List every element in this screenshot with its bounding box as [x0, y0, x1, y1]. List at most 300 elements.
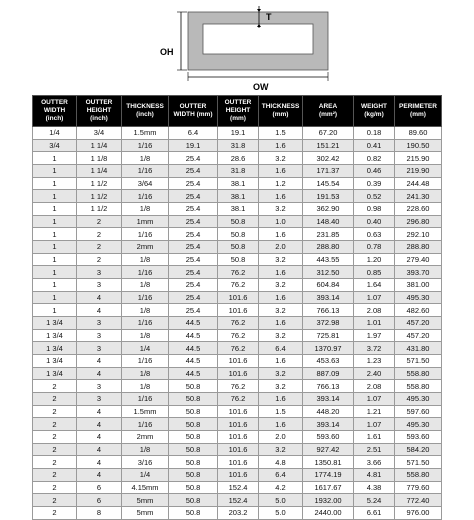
table-cell: 288.80	[395, 241, 442, 254]
table-row	[33, 443, 442, 456]
table-cell: 457.20	[395, 329, 442, 342]
column-header-line: WIDTH	[43, 107, 66, 114]
table-cell: 1/16	[122, 190, 169, 203]
table-cell: 558.80	[395, 367, 442, 380]
table-cell: 393.14	[303, 393, 354, 406]
table-cell: 558.80	[395, 380, 442, 393]
table-cell: 25.4	[169, 266, 218, 279]
table-cell: 0.41	[354, 139, 395, 152]
table-cell: 50.8	[169, 405, 218, 418]
table-cell: 2	[33, 507, 77, 520]
table-cell: 312.50	[303, 266, 354, 279]
table-cell: 38.1	[218, 203, 259, 216]
table-cell: 1	[33, 228, 77, 241]
column-header-line: OUTTER	[224, 99, 252, 106]
table-cell: 101.6	[218, 367, 259, 380]
table-cell: 50.8	[218, 228, 259, 241]
table-cell: 25.4	[169, 165, 218, 178]
table-cell: 3.66	[354, 456, 395, 469]
table-row	[33, 215, 442, 228]
table-cell: 1	[33, 304, 77, 317]
table-cell: 219.90	[395, 165, 442, 178]
table-cell: 1	[33, 266, 77, 279]
table-cell: 1 3/4	[33, 317, 77, 330]
column-header	[169, 96, 218, 127]
table-cell: 50.8	[218, 215, 259, 228]
table-cell: 1.07	[354, 291, 395, 304]
table-cell: 381.00	[395, 279, 442, 292]
table-cell: 2	[33, 494, 77, 507]
table-cell: 1	[33, 152, 77, 165]
table-cell: 28.6	[218, 152, 259, 165]
table-row	[33, 355, 442, 368]
table-row	[33, 431, 442, 444]
table-header-row	[33, 96, 442, 127]
table-cell: 0.40	[354, 215, 395, 228]
table-cell: 25.4	[169, 253, 218, 266]
table-cell: 1 1/4	[77, 165, 122, 178]
table-cell: 3.2	[259, 253, 303, 266]
table-cell: 152.4	[218, 494, 259, 507]
table-row	[33, 241, 442, 254]
table-cell: 76.2	[218, 317, 259, 330]
table-cell: 2	[33, 393, 77, 406]
table-cell: 457.20	[395, 317, 442, 330]
table-cell: 1 3/4	[33, 355, 77, 368]
specification-table-container	[32, 95, 441, 518]
table-cell: 1/16	[122, 165, 169, 178]
table-cell: 1.97	[354, 329, 395, 342]
table-cell: 145.54	[303, 177, 354, 190]
table-cell: 2.08	[354, 304, 395, 317]
column-header	[354, 96, 395, 127]
table-cell: 3.2	[259, 203, 303, 216]
table-cell: 0.63	[354, 228, 395, 241]
table-cell: 2440.00	[303, 507, 354, 520]
table-cell: 1	[33, 291, 77, 304]
table-cell: 148.40	[303, 215, 354, 228]
table-cell: 5.0	[259, 507, 303, 520]
table-row	[33, 469, 442, 482]
table-cell: 0.52	[354, 190, 395, 203]
table-cell: 3.72	[354, 342, 395, 355]
table-cell: 2	[33, 418, 77, 431]
table-cell: 228.60	[395, 203, 442, 216]
table-cell: 1350.81	[303, 456, 354, 469]
table-cell: 1 1/4	[77, 139, 122, 152]
column-header	[259, 96, 303, 127]
table-cell: 2	[77, 253, 122, 266]
table-cell: 6	[77, 494, 122, 507]
table-cell: 393.70	[395, 266, 442, 279]
table-cell: 3/64	[122, 177, 169, 190]
table-cell: 76.2	[218, 393, 259, 406]
table-cell: 5.24	[354, 494, 395, 507]
table-cell: 593.60	[395, 431, 442, 444]
table-cell: 372.98	[303, 317, 354, 330]
table-cell: 4	[77, 469, 122, 482]
table-cell: 5mm	[122, 494, 169, 507]
table-cell: 25.4	[169, 241, 218, 254]
table-cell: 288.80	[303, 241, 354, 254]
table-cell: 495.30	[395, 418, 442, 431]
table-row	[33, 291, 442, 304]
table-cell: 279.40	[395, 253, 442, 266]
table-cell: 1mm	[122, 215, 169, 228]
table-cell: 4.15mm	[122, 481, 169, 494]
table-cell: 76.2	[218, 342, 259, 355]
table-cell: 5mm	[122, 507, 169, 520]
column-header-line: THICKNESS	[126, 103, 164, 110]
table-cell: 0.82	[354, 152, 395, 165]
table-cell: 453.63	[303, 355, 354, 368]
table-cell: 4	[77, 418, 122, 431]
table-cell: 766.13	[303, 380, 354, 393]
table-row	[33, 304, 442, 317]
table-cell: 1.5	[259, 127, 303, 140]
table-cell: 1.21	[354, 405, 395, 418]
table-cell: 244.48	[395, 177, 442, 190]
table-cell: 1 1/8	[77, 152, 122, 165]
table-cell: 1	[33, 241, 77, 254]
table-cell: 1.5mm	[122, 405, 169, 418]
table-cell: 76.2	[218, 380, 259, 393]
table-cell: 1.64	[354, 279, 395, 292]
table-body	[33, 127, 442, 520]
table-cell: 89.60	[395, 127, 442, 140]
table-cell: 171.37	[303, 165, 354, 178]
column-header-line: AREA	[318, 103, 338, 110]
table-cell: 191.53	[303, 190, 354, 203]
column-header-line: (inch)	[136, 111, 154, 118]
table-cell: 2mm	[122, 241, 169, 254]
table-cell: 927.42	[303, 443, 354, 456]
table-cell: 1 1/2	[77, 190, 122, 203]
table-cell: 1/16	[122, 393, 169, 406]
table-cell: 3.2	[259, 279, 303, 292]
table-cell: 4	[77, 355, 122, 368]
table-row	[33, 494, 442, 507]
table-cell: 2.08	[354, 380, 395, 393]
table-cell: 19.1	[169, 139, 218, 152]
table-cell: 50.8	[218, 241, 259, 254]
table-row	[33, 177, 442, 190]
table-row	[33, 507, 442, 520]
table-cell: 8	[77, 507, 122, 520]
column-header-line: WIDTH (mm)	[173, 111, 213, 118]
table-row	[33, 165, 442, 178]
table-cell: 76.2	[218, 329, 259, 342]
specification-table	[32, 95, 442, 520]
table-cell: 1/16	[122, 228, 169, 241]
table-cell: 3/4	[33, 139, 77, 152]
table-cell: 6.4	[259, 342, 303, 355]
column-header-line: OUTTER	[179, 103, 207, 110]
table-cell: 1.6	[259, 165, 303, 178]
table-cell: 25.4	[169, 190, 218, 203]
table-cell: 1/16	[122, 139, 169, 152]
table-cell: 571.50	[395, 355, 442, 368]
table-cell: 1.6	[259, 228, 303, 241]
table-row	[33, 367, 442, 380]
table-cell: 1/16	[122, 266, 169, 279]
table-cell: 3.2	[259, 329, 303, 342]
table-cell: 495.30	[395, 393, 442, 406]
table-cell: 4.2	[259, 481, 303, 494]
table-cell: 495.30	[395, 291, 442, 304]
table-cell: 101.6	[218, 469, 259, 482]
table-cell: 76.2	[218, 266, 259, 279]
table-cell: 2.51	[354, 443, 395, 456]
table-cell: 4.38	[354, 481, 395, 494]
column-header-line: THICKNESS	[261, 103, 300, 110]
column-header-line: (inch)	[90, 115, 108, 122]
table-row	[33, 266, 442, 279]
table-cell: 1/16	[122, 418, 169, 431]
table-cell: 101.6	[218, 405, 259, 418]
table-cell: 3	[77, 279, 122, 292]
table-cell: 431.80	[395, 342, 442, 355]
table-cell: 1	[33, 190, 77, 203]
table-cell: 25.4	[169, 291, 218, 304]
table-cell: 50.8	[169, 469, 218, 482]
column-header-line: WEIGHT	[361, 103, 387, 110]
table-cell: 2	[33, 443, 77, 456]
table-cell: 1/8	[122, 443, 169, 456]
table-row	[33, 127, 442, 140]
table-cell: 296.80	[395, 215, 442, 228]
table-cell: 1/8	[122, 203, 169, 216]
table-row	[33, 253, 442, 266]
table-cell: 50.8	[169, 380, 218, 393]
column-header	[218, 96, 259, 127]
table-cell: 482.60	[395, 304, 442, 317]
table-cell: 779.60	[395, 481, 442, 494]
table-cell: 44.5	[169, 355, 218, 368]
table-cell: 4	[77, 367, 122, 380]
table-row	[33, 481, 442, 494]
table-cell: 1/8	[122, 279, 169, 292]
cross-section-diagram	[0, 0, 474, 95]
table-cell: 558.80	[395, 469, 442, 482]
table-cell: 443.55	[303, 253, 354, 266]
table-cell: 1.6	[259, 139, 303, 152]
table-cell: 3	[77, 317, 122, 330]
table-cell: 203.2	[218, 507, 259, 520]
table-cell: 1/4	[122, 469, 169, 482]
table-cell: 50.8	[169, 393, 218, 406]
table-cell: 25.4	[169, 152, 218, 165]
table-cell: 362.90	[303, 203, 354, 216]
table-cell: 1/16	[122, 355, 169, 368]
table-cell: 448.20	[303, 405, 354, 418]
table-cell: 50.8	[169, 418, 218, 431]
thickness-label: T	[266, 12, 272, 22]
table-cell: 0.78	[354, 241, 395, 254]
table-cell: 241.30	[395, 190, 442, 203]
table-cell: 604.84	[303, 279, 354, 292]
outer-height-label: OH	[160, 47, 174, 57]
table-cell: 0.18	[354, 127, 395, 140]
table-cell: 5.0	[259, 494, 303, 507]
table-cell: 1.6	[259, 355, 303, 368]
table-row	[33, 380, 442, 393]
column-header-line: (mm)	[410, 111, 426, 118]
table-cell: 1/8	[122, 380, 169, 393]
table-cell: 6.4	[259, 469, 303, 482]
table-cell: 31.8	[218, 139, 259, 152]
table-cell: 1 1/2	[77, 177, 122, 190]
thickness-arrow-top	[257, 9, 261, 12]
table-cell: 2	[77, 241, 122, 254]
column-header	[395, 96, 442, 127]
table-cell: 887.09	[303, 367, 354, 380]
table-cell: 1.07	[354, 418, 395, 431]
table-cell: 3	[77, 393, 122, 406]
table-cell: 50.8	[169, 507, 218, 520]
table-cell: 772.40	[395, 494, 442, 507]
table-cell: 1	[33, 253, 77, 266]
table-cell: 25.4	[169, 228, 218, 241]
table-row	[33, 228, 442, 241]
table-cell: 1/8	[122, 304, 169, 317]
tube-inner-hollow	[203, 24, 313, 54]
table-cell: 2	[33, 405, 77, 418]
table-cell: 1.0	[259, 215, 303, 228]
table-cell: 3.2	[259, 443, 303, 456]
table-cell: 571.50	[395, 456, 442, 469]
table-cell: 1/8	[122, 329, 169, 342]
table-cell: 1.6	[259, 317, 303, 330]
table-cell: 101.6	[218, 431, 259, 444]
table-cell: 393.14	[303, 291, 354, 304]
table-cell: 50.8	[169, 494, 218, 507]
table-cell: 1	[33, 177, 77, 190]
table-cell: 2	[33, 431, 77, 444]
table-cell: 1/8	[122, 152, 169, 165]
table-cell: 6.4	[169, 127, 218, 140]
table-cell: 19.1	[218, 127, 259, 140]
outer-width-label: OW	[253, 82, 269, 92]
table-cell: 1932.00	[303, 494, 354, 507]
table-cell: 31.8	[218, 165, 259, 178]
table-cell: 101.6	[218, 355, 259, 368]
table-cell: 1774.19	[303, 469, 354, 482]
table-cell: 50.8	[169, 431, 218, 444]
table-row	[33, 152, 442, 165]
table-cell: 2	[77, 228, 122, 241]
table-cell: 0.85	[354, 266, 395, 279]
table-cell: 6	[77, 481, 122, 494]
table-cell: 1.20	[354, 253, 395, 266]
column-header-line: (mm)	[272, 111, 289, 118]
table-cell: 1.6	[259, 393, 303, 406]
table-cell: 1.2	[259, 177, 303, 190]
table-cell: 2	[77, 215, 122, 228]
table-cell: 1.6	[259, 266, 303, 279]
table-cell: 2	[33, 380, 77, 393]
table-cell: 1/4	[33, 127, 77, 140]
table-cell: 152.4	[218, 481, 259, 494]
table-cell: 1370.97	[303, 342, 354, 355]
table-cell: 1 3/4	[33, 367, 77, 380]
table-cell: 50.8	[218, 253, 259, 266]
table-cell: 1	[33, 279, 77, 292]
table-cell: 976.00	[395, 507, 442, 520]
table-cell: 1.6	[259, 418, 303, 431]
table-row	[33, 329, 442, 342]
table-cell: 4	[77, 291, 122, 304]
table-cell: 1.5mm	[122, 127, 169, 140]
column-header	[77, 96, 122, 127]
table-row	[33, 139, 442, 152]
table-cell: 3.2	[259, 152, 303, 165]
table-cell: 2	[33, 469, 77, 482]
table-cell: 25.4	[169, 279, 218, 292]
table-cell: 2mm	[122, 431, 169, 444]
table-cell: 4	[77, 456, 122, 469]
table-cell: 3	[77, 329, 122, 342]
table-cell: 50.8	[169, 481, 218, 494]
table-cell: 2.40	[354, 367, 395, 380]
table-cell: 1 3/4	[33, 329, 77, 342]
table-cell: 1.6	[259, 291, 303, 304]
table-cell: 2.0	[259, 431, 303, 444]
table-cell: 25.4	[169, 177, 218, 190]
table-cell: 584.20	[395, 443, 442, 456]
table-cell: 44.5	[169, 329, 218, 342]
table-row	[33, 317, 442, 330]
table-cell: 3	[77, 380, 122, 393]
table-cell: 44.5	[169, 342, 218, 355]
table-row	[33, 393, 442, 406]
table-cell: 3.2	[259, 304, 303, 317]
table-cell: 3/16	[122, 456, 169, 469]
column-header	[33, 96, 77, 127]
table-cell: 101.6	[218, 304, 259, 317]
table-cell: 1	[33, 203, 77, 216]
table-row	[33, 342, 442, 355]
table-cell: 1.07	[354, 393, 395, 406]
table-cell: 1/16	[122, 317, 169, 330]
table-cell: 4	[77, 405, 122, 418]
table-cell: 44.5	[169, 317, 218, 330]
column-header-line: PERIMETER	[399, 103, 437, 110]
table-cell: 50.8	[169, 456, 218, 469]
table-cell: 25.4	[169, 203, 218, 216]
column-header-line: (mm)	[230, 115, 246, 122]
table-cell: 1	[33, 215, 77, 228]
table-row	[33, 405, 442, 418]
table-cell: 1/8	[122, 253, 169, 266]
table-cell: 4	[77, 304, 122, 317]
table-cell: 101.6	[218, 291, 259, 304]
table-cell: 190.50	[395, 139, 442, 152]
table-cell: 1.23	[354, 355, 395, 368]
table-cell: 101.6	[218, 456, 259, 469]
table-cell: 766.13	[303, 304, 354, 317]
table-row	[33, 418, 442, 431]
table-cell: 101.6	[218, 418, 259, 431]
column-header-line: HEIGHT	[86, 107, 112, 114]
column-header-line: (mm²)	[318, 111, 338, 118]
column-header-line: OUTTER	[85, 99, 113, 106]
column-header-line: HEIGHT	[225, 107, 251, 114]
table-cell: 38.1	[218, 177, 259, 190]
table-cell: 2	[33, 481, 77, 494]
table-cell: 151.21	[303, 139, 354, 152]
table-cell: 50.8	[169, 443, 218, 456]
